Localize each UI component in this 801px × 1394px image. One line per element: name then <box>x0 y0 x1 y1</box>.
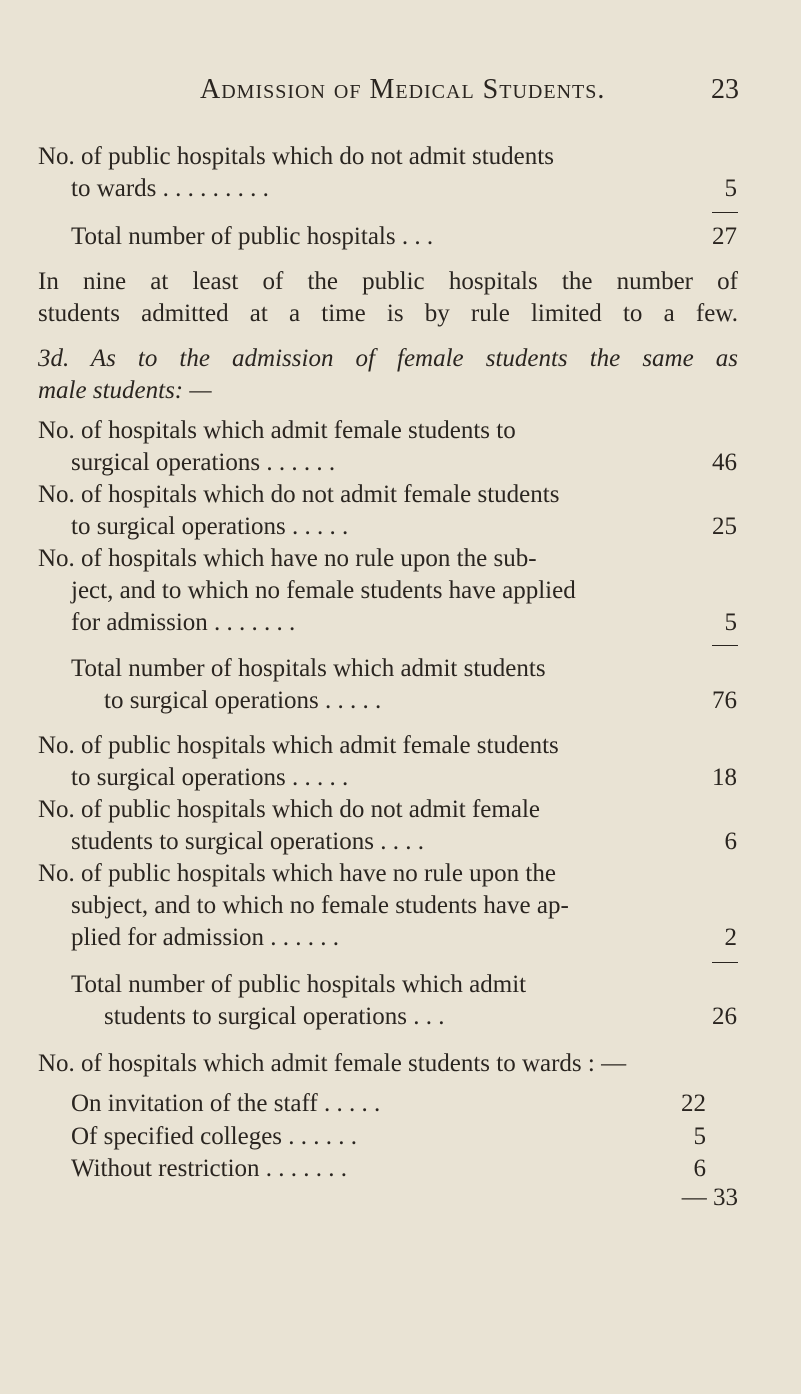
block3-item3-line3: plied for admission . . . . . . <box>71 924 340 951</box>
section3-heading-line2: male students: — <box>38 377 212 404</box>
block4-row-value: 22 <box>681 1090 706 1117</box>
block1-value: 5 <box>724 175 737 202</box>
block2-item1-value: 46 <box>712 449 737 476</box>
block3-item3-line1: No. of public hospitals which have no rule upon the <box>38 860 556 887</box>
block3-item1-line2: to surgical operations . . . . . <box>71 764 349 791</box>
block2-total-value: 76 <box>712 687 737 714</box>
running-header <box>0 74 801 114</box>
block1-line1: No. of public hospitals which do not admit students <box>38 143 554 170</box>
block3-total-line2: students to surgical operations . . . <box>104 1003 445 1030</box>
block3-item2-line1: No. of public hospitals which do not admit female <box>38 796 540 823</box>
block2-total-line1: Total number of hospitals which admit students <box>71 655 546 682</box>
block2-total-line2: to surgical operations . . . . . <box>104 687 382 714</box>
sum-rule <box>712 962 738 963</box>
block2-item2-line1: No. of hospitals which do not admit female students <box>38 481 560 508</box>
block2-item3-line1: No. of hospitals which have no rule upon the sub- <box>38 545 537 572</box>
block3-item2-line2: students to surgical operations . . . . <box>71 828 424 855</box>
block1-total-label: Total number of public hospitals . . . <box>71 223 434 250</box>
block1-total-value: 27 <box>712 223 737 250</box>
block4-row-label: Of specified colleges . . . . . . <box>71 1123 358 1150</box>
block4-row-label: On invitation of the staff . . . . . <box>71 1090 381 1117</box>
running-title: Admission of Medical Students. <box>200 74 606 105</box>
block4-row-value: 5 <box>693 1123 706 1150</box>
block2-item3-line3: for admission . . . . . . . <box>71 609 296 636</box>
block3-total-line1: Total number of public hospitals which admit <box>71 971 527 998</box>
block4-total-value: — 33 <box>681 1184 738 1211</box>
block3-item3-line2: subject, and to which no female students have ap- <box>71 892 569 919</box>
block2-item1-line1: No. of hospitals which admit female students to <box>38 417 516 444</box>
section3-heading-line1: 3d. As to the admission of female students the same as <box>38 345 738 372</box>
para-line2: students admitted at a time is by rule limited to a few. <box>38 300 738 327</box>
block4-heading: No. of hospitals which admit female students to wards : — <box>38 1050 627 1077</box>
block2-item3-line2: ject, and to which no female students have applied <box>71 577 576 604</box>
sum-rule <box>712 212 738 213</box>
block1-line2: to wards . . . . . . . . . <box>71 175 269 202</box>
para-line1: In nine at least of the public hospitals the number of <box>38 268 738 295</box>
sum-rule <box>712 645 738 646</box>
block2-item3-value: 5 <box>724 609 737 636</box>
block3-total-value: 26 <box>712 1003 737 1030</box>
block3-item2-value: 6 <box>724 828 737 855</box>
block3-item1-line1: No. of public hospitals which admit female students <box>38 732 559 759</box>
block4-row-label: Without restriction . . . . . . . <box>71 1155 348 1182</box>
block2-item2-line2: to surgical operations . . . . . <box>71 513 349 540</box>
block4-row-value: 6 <box>693 1155 706 1182</box>
block2-item1-line2: surgical operations . . . . . . <box>71 449 336 476</box>
block2-item2-value: 25 <box>712 513 737 540</box>
block3-item3-value: 2 <box>724 924 737 951</box>
block3-item1-value: 18 <box>712 764 737 791</box>
page-number: 23 <box>711 74 739 105</box>
